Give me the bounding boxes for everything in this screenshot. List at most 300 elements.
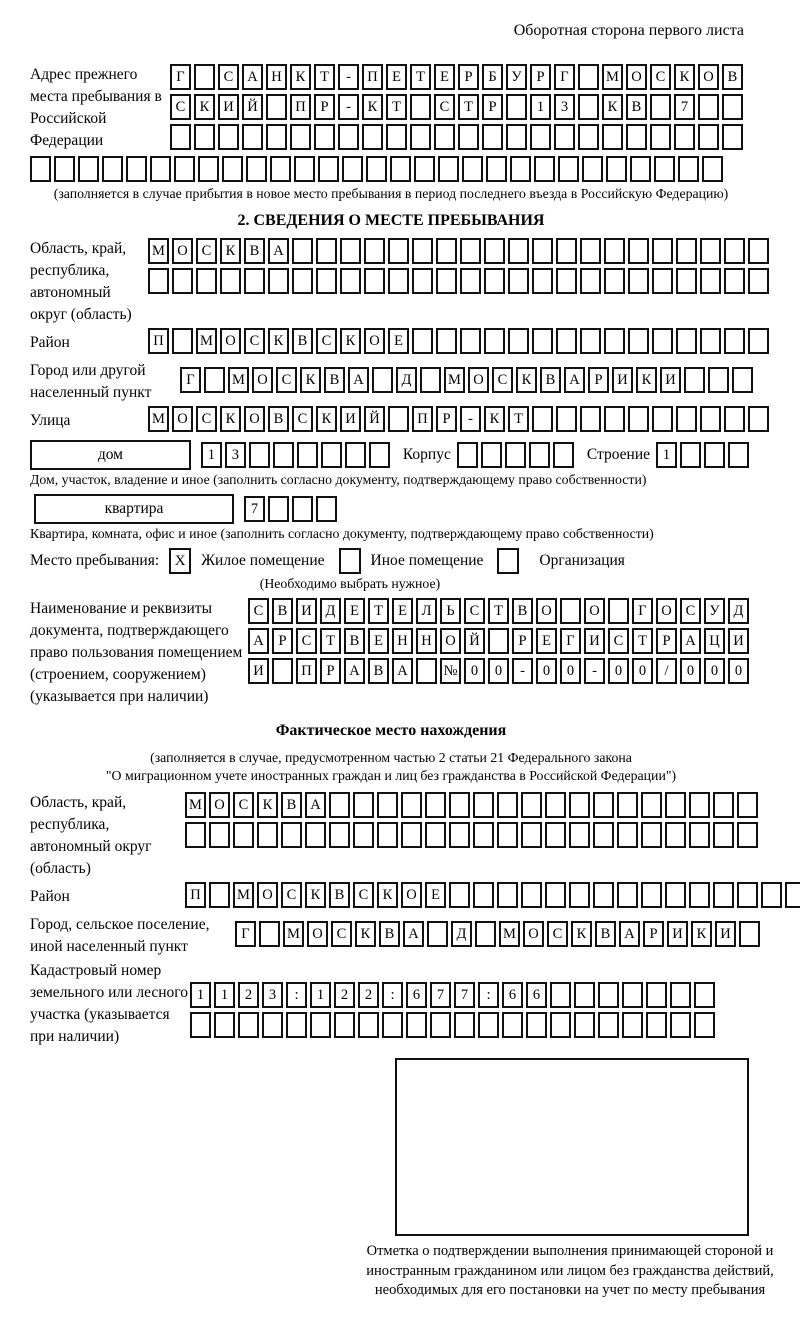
char-cell: : — [382, 982, 403, 1008]
actual-district-row — [185, 882, 800, 908]
char-cell: 3 — [225, 442, 246, 468]
cadastral-label: Кадастровый номер земельного или лесного участка (указывается при наличии) — [30, 962, 188, 1045]
document-row-3 — [248, 658, 752, 684]
char-cell: Т — [488, 598, 509, 624]
char-cell — [580, 328, 601, 354]
char-cell — [316, 496, 337, 522]
char-cell: 0 — [632, 658, 653, 684]
char-cell — [473, 882, 494, 908]
char-cell: О — [536, 598, 557, 624]
char-cell — [698, 124, 719, 150]
stay-option-organization-label: Организация — [539, 552, 625, 569]
char-cell: Н — [416, 628, 437, 654]
char-cell — [268, 496, 289, 522]
char-cell — [506, 94, 527, 120]
char-cell — [366, 156, 387, 182]
stay-checkbox-organization — [497, 548, 519, 574]
char-cell: Ц — [704, 628, 725, 654]
char-cell — [390, 156, 411, 182]
char-cell — [578, 124, 599, 150]
char-cell — [388, 268, 409, 294]
document-field — [30, 598, 752, 708]
char-cell: 0 — [680, 658, 701, 684]
char-cell — [222, 156, 243, 182]
char-cell: С — [244, 328, 265, 354]
char-cell — [430, 1012, 451, 1038]
char-cell: К — [290, 64, 311, 90]
char-cell — [416, 658, 437, 684]
char-cell — [238, 1012, 259, 1038]
char-cell: В — [344, 628, 365, 654]
char-cell — [488, 628, 509, 654]
char-cell: 7 — [430, 982, 451, 1008]
char-cell: - — [338, 64, 359, 90]
char-cell: Р — [588, 367, 609, 393]
stay-checkbox-residential: X — [169, 548, 191, 574]
char-cell: Р — [643, 921, 664, 947]
section2-title: 2. СВЕДЕНИЯ О МЕСТЕ ПРЕБЫВАНИЯ — [237, 212, 545, 229]
char-cell — [724, 238, 745, 264]
char-cell — [722, 124, 743, 150]
char-cell — [318, 156, 339, 182]
char-cell — [676, 268, 697, 294]
char-cell — [674, 124, 695, 150]
char-cell — [684, 367, 705, 393]
char-cell: П — [362, 64, 383, 90]
char-cell — [704, 442, 725, 468]
city-label: Город или другой населенный пункт — [30, 362, 152, 401]
char-cell: О — [626, 64, 647, 90]
char-cell — [554, 124, 575, 150]
char-cell — [460, 268, 481, 294]
char-cell: С — [170, 94, 191, 120]
char-cell: С — [296, 628, 317, 654]
char-cell — [425, 792, 446, 818]
char-cell: Т — [386, 94, 407, 120]
char-cell: 3 — [262, 982, 283, 1008]
char-cell — [724, 328, 745, 354]
house-box-label: дом — [30, 440, 191, 470]
char-cell: 1 — [310, 982, 331, 1008]
char-cell — [329, 792, 350, 818]
char-cell — [700, 238, 721, 264]
char-cell — [608, 598, 629, 624]
char-cell: А — [344, 658, 365, 684]
char-cell — [478, 1012, 499, 1038]
char-cell: Т — [632, 628, 653, 654]
char-cell: А — [680, 628, 701, 654]
char-cell — [196, 268, 217, 294]
char-cell — [676, 238, 697, 264]
char-cell — [218, 124, 239, 150]
char-cell: Й — [464, 628, 485, 654]
char-cell: В — [722, 64, 743, 90]
char-cell — [372, 367, 393, 393]
char-cell: О — [307, 921, 328, 947]
char-cell: А — [392, 658, 413, 684]
char-cell: 0 — [704, 658, 725, 684]
char-cell — [364, 268, 385, 294]
char-cell — [556, 238, 577, 264]
char-cell — [652, 406, 673, 432]
city-field — [30, 360, 752, 404]
char-cell — [529, 442, 550, 468]
char-cell: Г — [632, 598, 653, 624]
char-cell: В — [540, 367, 561, 393]
char-cell: О — [440, 628, 461, 654]
char-cell — [670, 1012, 691, 1038]
street-row — [148, 406, 772, 432]
char-cell: Е — [344, 598, 365, 624]
char-cell — [728, 442, 749, 468]
char-cell: О — [244, 406, 265, 432]
char-cell: Г — [170, 64, 191, 90]
char-cell: 1 — [190, 982, 211, 1008]
char-cell — [593, 882, 614, 908]
char-cell: Й — [242, 94, 263, 120]
char-cell: С — [248, 598, 269, 624]
char-cell — [266, 94, 287, 120]
char-cell: Д — [320, 598, 341, 624]
char-cell — [316, 268, 337, 294]
char-cell: Р — [656, 628, 677, 654]
char-cell: А — [305, 792, 326, 818]
char-cell: О — [172, 238, 193, 264]
char-cell — [486, 156, 507, 182]
char-cell — [249, 442, 270, 468]
char-cell — [172, 328, 193, 354]
char-cell: Б — [482, 64, 503, 90]
char-cell — [340, 268, 361, 294]
char-cell: В — [626, 94, 647, 120]
char-cell — [449, 882, 470, 908]
char-cell: Л — [416, 598, 437, 624]
char-cell: С — [196, 238, 217, 264]
char-cell — [334, 1012, 355, 1038]
char-cell: Г — [180, 367, 201, 393]
char-cell — [617, 822, 638, 848]
char-cell — [194, 64, 215, 90]
char-cell: 6 — [526, 982, 547, 1008]
prev-address-label: Адрес прежнего места пребывания в Российской Федерации — [30, 66, 162, 149]
char-cell: Н — [392, 628, 413, 654]
char-cell — [578, 94, 599, 120]
char-cell — [689, 882, 710, 908]
char-cell — [257, 822, 278, 848]
char-cell — [652, 268, 673, 294]
char-cell — [521, 792, 542, 818]
char-cell: Е — [386, 64, 407, 90]
char-cell — [526, 1012, 547, 1038]
char-cell: О — [209, 792, 230, 818]
char-cell — [497, 882, 518, 908]
char-cell: Д — [396, 367, 417, 393]
char-cell — [580, 268, 601, 294]
char-cell — [292, 496, 313, 522]
char-cell — [338, 124, 359, 150]
char-cell — [628, 406, 649, 432]
district-field — [30, 328, 752, 358]
char-cell: Г — [560, 628, 581, 654]
char-cell — [425, 822, 446, 848]
char-cell: И — [667, 921, 688, 947]
char-cell — [569, 822, 590, 848]
district-label: Район — [30, 334, 70, 351]
char-cell: М — [602, 64, 623, 90]
char-cell — [739, 921, 760, 947]
char-cell: Д — [451, 921, 472, 947]
char-cell — [401, 822, 422, 848]
char-cell: - — [460, 406, 481, 432]
house-note: Дом, участок, владение и иное (заполнить согласно документу, подтверждающему право собственности) — [30, 472, 647, 487]
char-cell: К — [257, 792, 278, 818]
char-cell — [54, 156, 75, 182]
char-cell — [665, 822, 686, 848]
char-cell: Р — [436, 406, 457, 432]
char-cell — [78, 156, 99, 182]
char-cell: 7 — [674, 94, 695, 120]
char-cell — [713, 792, 734, 818]
char-cell — [748, 238, 769, 264]
char-cell: 0 — [560, 658, 581, 684]
apartment-box-label: квартира — [34, 494, 234, 524]
char-cell: В — [268, 406, 289, 432]
char-cell: К — [305, 882, 326, 908]
char-cell — [244, 268, 265, 294]
char-cell — [545, 882, 566, 908]
char-cell — [329, 822, 350, 848]
char-cell: 3 — [554, 94, 575, 120]
stroenie-cells — [656, 442, 752, 468]
stay-option-residential-label: Жилое помещение — [201, 552, 325, 569]
char-cell — [676, 328, 697, 354]
char-cell: В — [292, 328, 313, 354]
char-cell — [449, 822, 470, 848]
document-label: Наименование и реквизиты документа, подтверждающего право пользования помещением (строением, сооружением) (указывается при наличии) — [30, 600, 243, 705]
char-cell — [262, 1012, 283, 1038]
char-cell: О — [401, 882, 422, 908]
char-cell — [497, 822, 518, 848]
char-cell: И — [340, 406, 361, 432]
char-cell — [233, 822, 254, 848]
char-cell — [606, 156, 627, 182]
char-cell — [732, 367, 753, 393]
char-cell — [460, 238, 481, 264]
char-cell — [702, 156, 723, 182]
char-cell: К — [516, 367, 537, 393]
char-cell — [150, 156, 171, 182]
char-cell — [626, 124, 647, 150]
char-cell: К — [636, 367, 657, 393]
char-cell: Р — [314, 94, 335, 120]
confirmation-caption: Отметка о подтверждении выполнения принимающей стороной и иностранным гражданином или лицом без гражданства действий, необходимых для его постановки на учет по месту пребывания — [366, 1243, 774, 1299]
char-cell — [604, 238, 625, 264]
prev-address-rows — [170, 64, 752, 154]
char-cell — [665, 792, 686, 818]
korpus-label: Корпус — [402, 446, 451, 463]
char-cell — [694, 982, 715, 1008]
char-cell: А — [619, 921, 640, 947]
char-cell: Т — [320, 628, 341, 654]
char-cell: П — [148, 328, 169, 354]
char-cell: К — [220, 406, 241, 432]
char-cell — [708, 367, 729, 393]
char-cell — [377, 792, 398, 818]
char-cell — [353, 792, 374, 818]
char-cell: В — [272, 598, 293, 624]
char-cell — [641, 792, 662, 818]
char-cell — [268, 268, 289, 294]
char-cell — [698, 94, 719, 120]
char-cell: Г — [235, 921, 256, 947]
char-cell — [545, 822, 566, 848]
char-cell — [126, 156, 147, 182]
char-cell — [646, 982, 667, 1008]
char-cell — [628, 328, 649, 354]
char-cell — [785, 882, 800, 908]
actual-district-field — [30, 882, 752, 912]
char-cell — [294, 156, 315, 182]
char-cell — [369, 442, 390, 468]
char-cell — [622, 982, 643, 1008]
char-cell — [646, 1012, 667, 1038]
char-cell: Е — [392, 598, 413, 624]
char-cell: М — [148, 406, 169, 432]
char-cell — [386, 124, 407, 150]
apartment-cells — [244, 496, 340, 522]
char-cell: В — [368, 658, 389, 684]
char-cell: 1 — [201, 442, 222, 468]
char-cell — [641, 822, 662, 848]
char-cell: А — [268, 238, 289, 264]
char-cell: А — [242, 64, 263, 90]
char-cell — [198, 156, 219, 182]
char-cell: 1 — [214, 982, 235, 1008]
char-cell: 6 — [406, 982, 427, 1008]
char-cell — [700, 406, 721, 432]
char-cell — [410, 94, 431, 120]
char-cell: О — [220, 328, 241, 354]
prev-address-row-3 — [170, 124, 752, 150]
char-cell — [602, 124, 623, 150]
char-cell — [737, 792, 758, 818]
char-cell — [220, 268, 241, 294]
char-cell — [630, 156, 651, 182]
char-cell — [102, 156, 123, 182]
char-cell: М — [444, 367, 465, 393]
char-cell — [321, 442, 342, 468]
char-cell — [713, 822, 734, 848]
char-cell: И — [715, 921, 736, 947]
char-cell: В — [512, 598, 533, 624]
char-cell — [362, 124, 383, 150]
district-row — [148, 328, 772, 354]
char-cell: И — [218, 94, 239, 120]
char-cell — [209, 882, 230, 908]
char-cell — [473, 792, 494, 818]
char-cell — [582, 156, 603, 182]
char-cell: К — [362, 94, 383, 120]
char-cell — [406, 1012, 427, 1038]
char-cell: 7 — [244, 496, 265, 522]
char-cell — [414, 156, 435, 182]
char-cell — [209, 822, 230, 848]
prev-address-row-4 — [30, 156, 752, 182]
char-cell: В — [281, 792, 302, 818]
char-cell — [617, 882, 638, 908]
cadastral-field — [30, 960, 752, 1048]
char-cell: К — [377, 882, 398, 908]
char-cell: С — [353, 882, 374, 908]
char-cell: В — [244, 238, 265, 264]
apartment-row — [30, 494, 752, 524]
char-cell — [598, 1012, 619, 1038]
prev-address-row-2 — [170, 94, 752, 120]
char-cell — [508, 238, 529, 264]
char-cell — [316, 238, 337, 264]
char-cell — [242, 124, 263, 150]
char-cell — [502, 1012, 523, 1038]
char-cell — [310, 1012, 331, 1038]
stay-type-row — [30, 548, 752, 574]
char-cell: С — [547, 921, 568, 947]
char-cell — [530, 124, 551, 150]
char-cell — [473, 822, 494, 848]
cadastral-row-2 — [190, 1012, 752, 1038]
char-cell: 6 — [502, 982, 523, 1008]
char-cell: М — [283, 921, 304, 947]
char-cell — [194, 124, 215, 150]
char-cell: Р — [272, 628, 293, 654]
char-cell — [30, 156, 51, 182]
char-cell — [204, 367, 225, 393]
char-cell: О — [584, 598, 605, 624]
char-cell: К — [300, 367, 321, 393]
actual-region-row-1 — [185, 792, 761, 818]
char-cell: П — [290, 94, 311, 120]
document-row-1 — [248, 598, 752, 624]
char-cell — [460, 328, 481, 354]
char-cell: И — [248, 658, 269, 684]
char-cell: И — [296, 598, 317, 624]
char-cell — [593, 792, 614, 818]
char-cell: 2 — [238, 982, 259, 1008]
char-cell: Е — [425, 882, 446, 908]
char-cell — [678, 156, 699, 182]
char-cell: К — [340, 328, 361, 354]
char-cell: Р — [458, 64, 479, 90]
char-cell: И — [612, 367, 633, 393]
char-cell: 0 — [536, 658, 557, 684]
char-cell: А — [248, 628, 269, 654]
char-cell — [654, 156, 675, 182]
char-cell — [377, 822, 398, 848]
char-cell — [305, 822, 326, 848]
char-cell: С — [218, 64, 239, 90]
stay-option-other-label: Иное помещение — [370, 552, 484, 569]
char-cell — [292, 268, 313, 294]
char-cell: - — [338, 94, 359, 120]
char-cell — [748, 268, 769, 294]
char-cell — [484, 238, 505, 264]
char-cell: Н — [266, 64, 287, 90]
char-cell — [748, 406, 769, 432]
char-cell — [508, 268, 529, 294]
char-cell: Е — [388, 328, 409, 354]
char-cell: П — [296, 658, 317, 684]
char-cell — [273, 442, 294, 468]
char-cell: - — [512, 658, 533, 684]
